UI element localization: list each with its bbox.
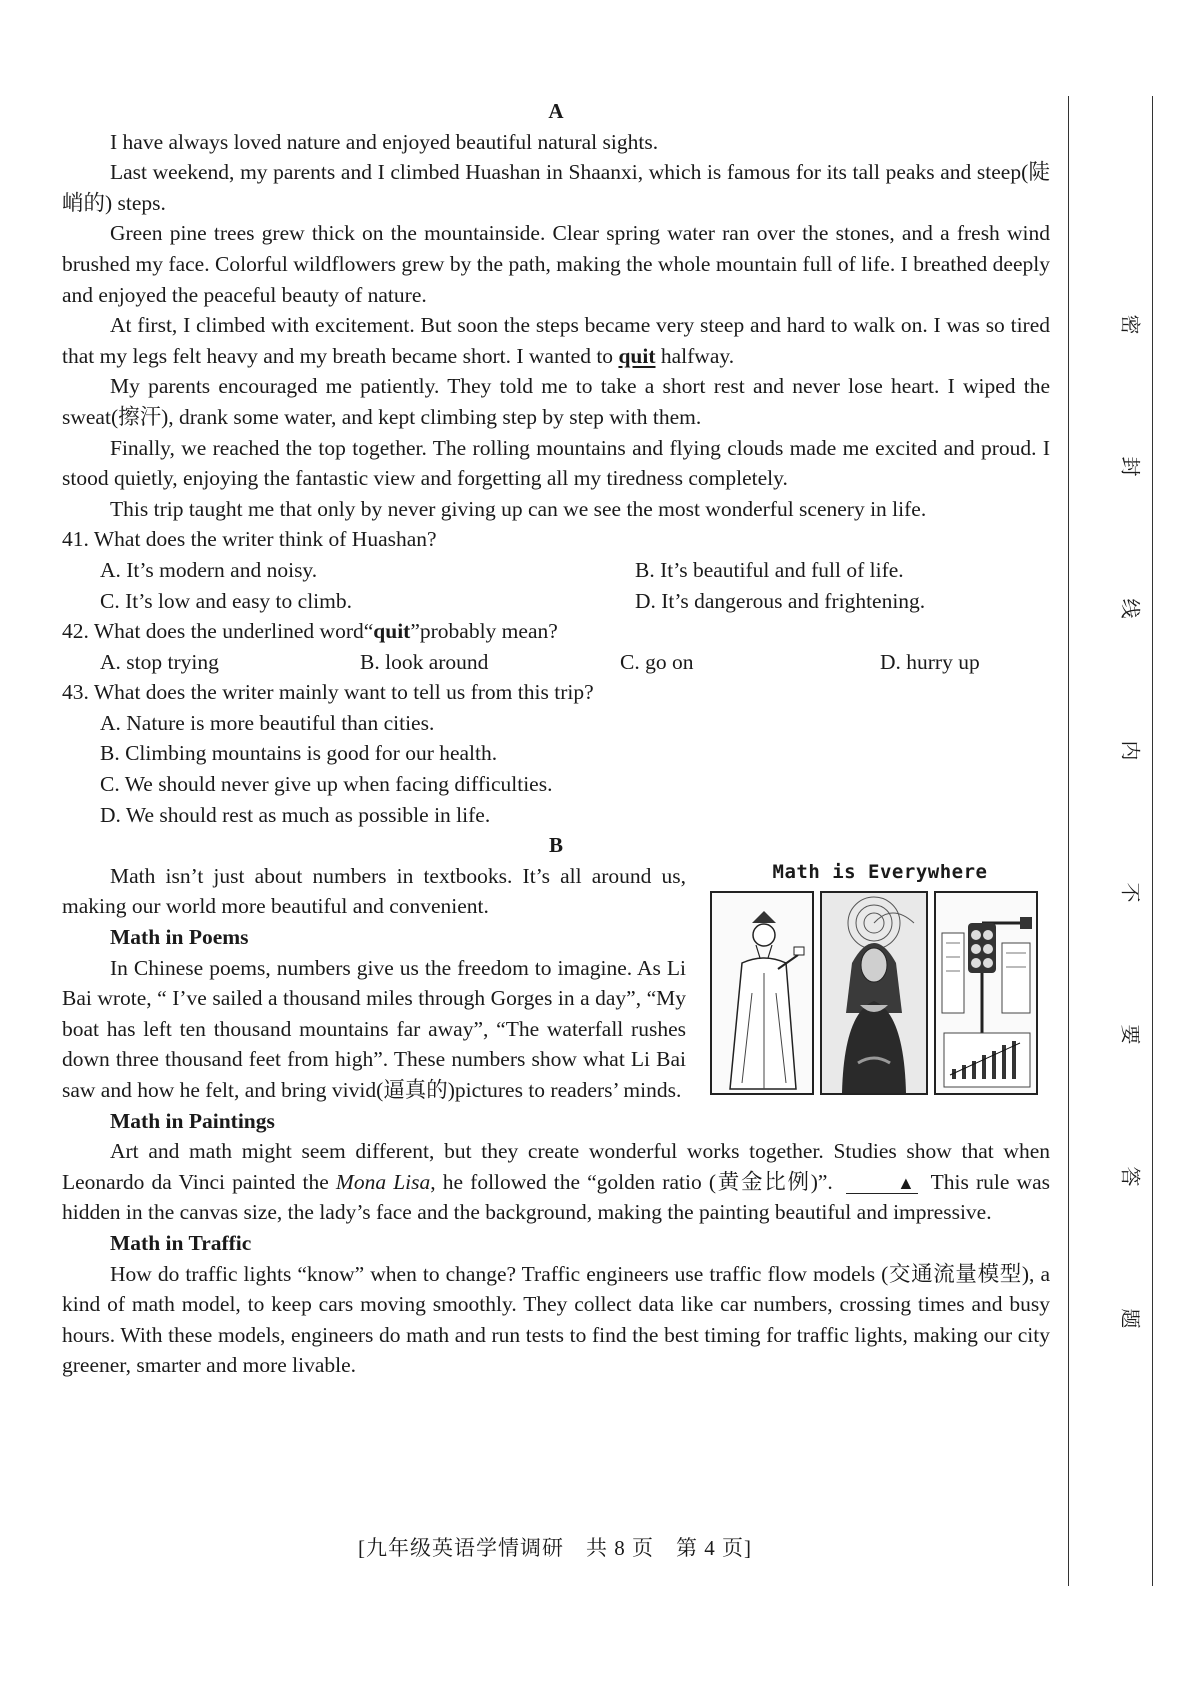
paragraph: Green pine trees grew thick on the mountainside. Clear spring water ran over the stones, and a fresh wind brushed my face. Colorful wildflowers grew by the path, making the whole mountain full of life. I breathed deeply and enjoyed the peaceful beauty of nature. [62, 221, 1050, 307]
option-42d: D. hurry up [880, 649, 980, 674]
option-41c: C. It’s low and easy to climb. [100, 588, 352, 613]
underlined-word-quit: quit [618, 343, 656, 368]
figure-title: Math is Everywhere [772, 860, 988, 883]
question-42: 42. What does the underlined word“quit”probably mean? [62, 619, 558, 644]
binding-char: 封 [1118, 456, 1143, 477]
section-a-title: A [548, 99, 564, 123]
option-43b: B. Climbing mountains is good for our health. [100, 741, 498, 766]
option-41a: A. It’s modern and noisy. [100, 557, 318, 582]
option-43c: C. We should never give up when facing difficulties. [100, 772, 553, 797]
options-row [100, 555, 1050, 586]
subheading-paintings: Math in Paintings [110, 1108, 275, 1133]
paragraph: Math isn’t just about numbers in textbooks. It’s all around us, making our world more beautiful and convenient. [62, 863, 686, 919]
binding-char: 不 [1118, 882, 1143, 903]
paragraph: In Chinese poems, numbers give us the freedom to imagine. As Li Bai wrote, “ I’ve sailed a thousand miles through Gorges in a day”, “My boat has left ten thousand mountains far away”, “The waterfall rushes down three thousand feet from high”. These numbers show what Li Bai saw and how he felt, and bring vivid(逼真的)pictures to readers’ minds. [62, 955, 686, 1102]
paragraph: My parents encouraged me patiently. They told me to take a short rest and never lose heart. I wiped the sweat(擦汗), drank some water, and kept climbing step by step with them. [62, 374, 1050, 429]
binding-char: 要 [1118, 1024, 1143, 1045]
binding-line [1152, 96, 1153, 1586]
paragraph: Finally, we reached the top together. The rolling mountains and flying clouds made me excited and proud. I stood quietly, enjoying the fantastic view and forgetting all my tiredness completely. [62, 435, 1050, 491]
answer-blank: ▲ [846, 1173, 918, 1194]
option-42a: A. stop trying [100, 649, 219, 674]
paragraph: At first, I climbed with excitement. But soon the steps became very steep and hard to walk on. I was so tired that my legs felt heavy and my breath became short. I wanted to quit halfway. [62, 313, 1050, 368]
question-41: 41. What does the writer think of Huashan? [62, 527, 437, 552]
option-42c: C. go on [620, 649, 694, 674]
paragraph: Last weekend, my parents and I climbed Huashan in Shaanxi, which is famous for its tall peaks and steep(陡峭的) steps. [62, 160, 1050, 215]
question-43: 43. What does the writer mainly want to tell us from this trip? [62, 680, 594, 705]
exam-page [62, 96, 1050, 1381]
traffic-light-illustration [934, 891, 1038, 1095]
subheading-traffic: Math in Traffic [110, 1230, 252, 1255]
binding-char: 线 [1118, 598, 1143, 619]
li-bai-illustration [710, 891, 814, 1095]
option-41b: B. It’s beautiful and full of life. [635, 557, 904, 582]
mona-lisa-title: Mona Lisa [335, 1169, 431, 1194]
binding-char: 题 [1118, 1308, 1143, 1329]
binding-char: 内 [1118, 740, 1143, 761]
binding-char: 答 [1118, 1166, 1143, 1187]
section-b-title: B [548, 833, 563, 858]
binding-char: 密 [1118, 314, 1143, 335]
option-43d: D. We should rest as much as possible in life. [100, 802, 491, 827]
mona-lisa-illustration [820, 891, 928, 1095]
page-footer: [九年级英语学情调研 共 8 页 第 4 页] [358, 1536, 752, 1560]
option-41d: D. It’s dangerous and frightening. [635, 588, 926, 613]
paragraph: Art and math might seem different, but they create wonderful works together. Studies show that when Leonardo da Vinci painted the Mona Lisa, he followed the “golden ratio (黄金比例)”. ▲ This rule was hidden in the canvas size, the lady’s face and the background, making the painting beautiful and impressive. [62, 1139, 1050, 1225]
subheading-poems: Math in Poems [110, 925, 249, 950]
paragraph: I have always loved nature and enjoyed beautiful natural sights. [110, 129, 659, 154]
option-43a: A. Nature is more beautiful than cities. [100, 710, 435, 735]
binding-line [1068, 96, 1069, 1586]
paragraph: This trip taught me that only by never giving up can we see the most wonderful scenery in life. [110, 496, 927, 521]
options-row [100, 647, 1050, 678]
math-figure [710, 857, 1050, 1096]
options-row [100, 586, 1050, 617]
paragraph: How do traffic lights “know” when to change? Traffic engineers use traffic flow models (交通流量模型), a kind of math model, to keep cars moving smoothly. They collect data like car numbers, crossing times and busy hours. With these models, engineers do math and run tests to find the best timing for traffic lights, making our city greener, smarter and more livable. [62, 1261, 1050, 1378]
option-42b: B. look around [360, 649, 489, 674]
